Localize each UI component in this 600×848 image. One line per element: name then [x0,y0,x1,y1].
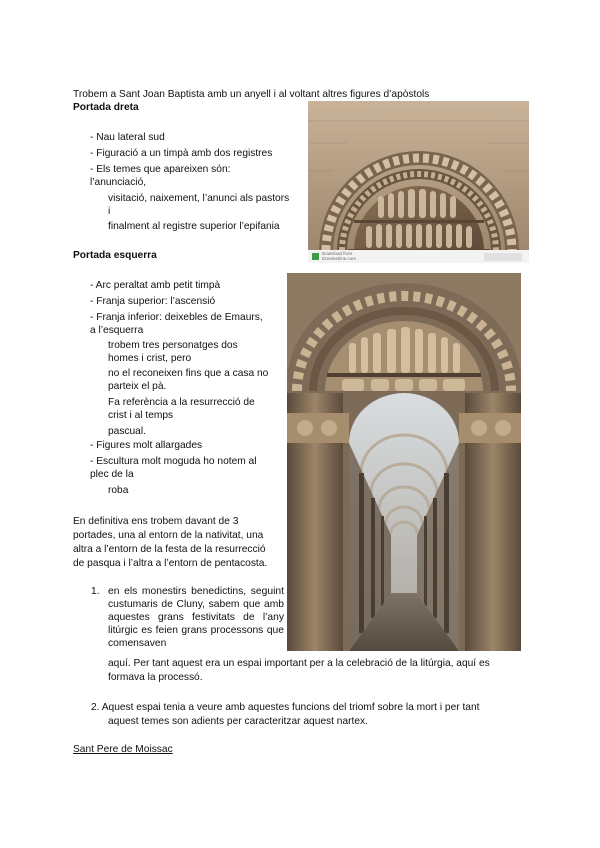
dreta-line-6: i [108,206,111,217]
esq-line-13: - Escultura molt moguda ho notem al [90,456,257,467]
esq-line-9: Fa referència a la resurrecció de [108,397,255,408]
nave-illustration [287,273,521,651]
definitiva-line-4: de pasqua i l’altra a l’entorn de pentacosta. [73,558,268,569]
dreta-line-7: finalment al registre superior l’epifania [108,221,280,232]
esq-line-4: a l’esquerra [90,325,144,336]
photo-tympanum-right-portal [308,101,529,263]
dreamstime-logo-icon [312,253,319,260]
item2-line-a: 2. Aquest espai tenia a veure amb aquestes funcions del triomf sobre la mort i per tant [91,702,480,713]
dreta-line-5: visitació, naixement, l’anunci als pastors [108,193,290,204]
watermark-id-box [484,253,522,261]
esq-line-5: trobem tres personatges dos [108,340,238,351]
item2-line-b: aquest temes son adients per caracteritzar aquest nartex. [108,716,368,727]
esq-line-15: roba [108,485,129,496]
esq-line-3: - Franja inferior: deixebles de Emaurs, [90,312,263,323]
dreta-line-3: - Els temes que apareixen són: [90,164,231,175]
watermark-site-text: Dreamstime.com [322,256,357,261]
tympanum-illustration [308,101,529,263]
item1-justified-text: en els monestirs benedictins, seguint custumaris de Cluny, sabem que amb aquestes grans festivitats de l’any litúrgic es feien grans processons que comensaven [108,586,284,649]
dreta-line-1: - Nau lateral sud [90,132,165,143]
heading-portada-esquerra: Portada esquerra [73,250,157,261]
esq-line-1: - Arc peraltat amb petit timpà [90,280,221,291]
esq-line-10: crist i al temps [108,410,174,421]
dreta-line-4: l’anunciació, [90,177,147,188]
esq-line-14: plec de la [90,469,134,480]
item1-number: 1. [91,586,100,597]
esq-line-2: - Franja superior: l’ascensió [90,296,216,307]
item1-line-b: formava la processó. [108,672,203,683]
heading-portada-dreta: Portada dreta [73,102,139,113]
esq-line-7: no el reconeixen fins que a casa no [108,368,269,379]
esq-line-12: - Figures molt allargades [90,440,203,451]
heading-sant-pere-moissac: Sant Pere de Moissac [73,744,173,755]
intro-line: Trobem a Sant Joan Baptista amb un anyell i al voltant altres figures d’apòstols [73,89,430,100]
esq-line-11: pascual. [108,426,146,437]
definitiva-line-3: altra a l’entorn de la festa de la resurrecció [73,544,266,555]
esq-line-6: homes i crist, pero [108,353,192,364]
definitiva-line-1: En definitiva ens trobem davant de 3 [73,516,239,527]
watermark-download-text: Download from [322,251,353,256]
photo-narthex-nave [287,273,521,651]
dreta-line-2: - Figuració a un timpà amb dos registres [90,148,273,159]
item1-line-a: aquí. Per tant aquest era un espai important per a la celebració de la litúrgia, aquí es [108,658,490,669]
esq-line-8: parteix el pà. [108,381,167,392]
definitiva-line-2: portades, una al entorn de la nativitat, una [73,530,264,541]
